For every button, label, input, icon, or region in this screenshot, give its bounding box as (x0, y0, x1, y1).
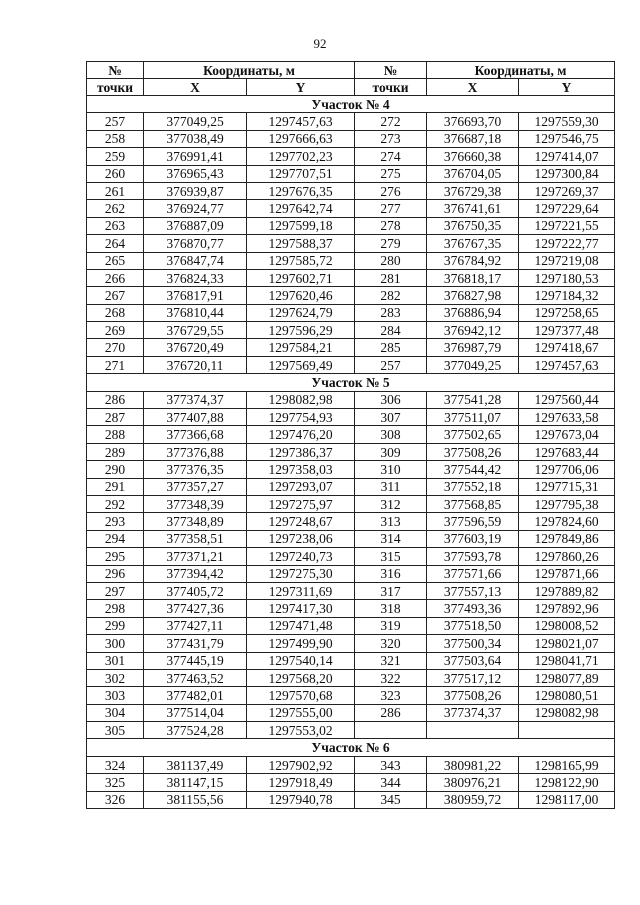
y-coordinate-cell: 1297585,72 (247, 252, 355, 269)
x-coordinate-cell: 377049,25 (427, 356, 519, 373)
point-number-cell: 299 (87, 617, 144, 634)
point-number-cell: 257 (355, 356, 427, 373)
point-number-cell: 318 (355, 600, 427, 617)
point-number-cell: 309 (355, 443, 427, 460)
table-row (87, 669, 615, 686)
x-coordinate-cell: 376965,43 (144, 165, 247, 182)
y-coordinate-cell: 1297546,75 (519, 130, 615, 147)
y-coordinate-cell: 1297824,60 (519, 513, 615, 530)
table-row (87, 443, 615, 460)
x-coordinate-cell: 376942,12 (427, 322, 519, 339)
coordinates-header: Координаты, м (144, 62, 355, 79)
y-coordinate-cell: 1297358,03 (247, 461, 355, 478)
x-coordinate-cell: 381147,15 (144, 774, 247, 791)
x-coordinate-cell: 376924,77 (144, 200, 247, 217)
x-coordinate-cell: 377603,19 (427, 530, 519, 547)
point-number-cell: 308 (355, 426, 427, 443)
y-coordinate-cell: 1298117,00 (519, 791, 615, 808)
table-row (87, 548, 615, 565)
table-row (87, 722, 615, 739)
point-number-cell: 283 (355, 304, 427, 321)
point-number-cell: 285 (355, 339, 427, 356)
y-coordinate-cell: 1298021,07 (519, 635, 615, 652)
point-number-cell: 280 (355, 252, 427, 269)
point-number-cell: 272 (355, 113, 427, 130)
x-coordinate-cell: 376991,41 (144, 148, 247, 165)
x-coordinate-cell: 376810,44 (144, 304, 247, 321)
point-number-cell: 297 (87, 582, 144, 599)
x-coordinate-cell: 380981,22 (427, 756, 519, 773)
y-coordinate-cell: 1298082,98 (247, 391, 355, 408)
y-coordinate-cell: 1297275,97 (247, 495, 355, 512)
y-coordinate-cell: 1297706,06 (519, 461, 615, 478)
point-number-cell: 287 (87, 409, 144, 426)
table-row (87, 182, 615, 199)
point-number-cell: 294 (87, 530, 144, 547)
y-coordinate-cell: 1297184,32 (519, 287, 615, 304)
x-coordinate-cell: 377463,52 (144, 669, 247, 686)
y-coordinate-cell: 1297871,66 (519, 565, 615, 582)
point-number-cell: 321 (355, 652, 427, 669)
point-number-cell: 315 (355, 548, 427, 565)
y-coordinate-cell: 1297624,79 (247, 304, 355, 321)
y-coordinate-cell: 1297849,86 (519, 530, 615, 547)
point-number-cell: 301 (87, 652, 144, 669)
point-number-cell: 267 (87, 287, 144, 304)
table-row (87, 530, 615, 547)
y-coordinate-cell: 1297666,63 (247, 130, 355, 147)
y-coordinate-cell: 1297418,67 (519, 339, 615, 356)
y-coordinate-cell: 1297860,26 (519, 548, 615, 565)
table-row (87, 461, 615, 478)
point-number-header: № (87, 62, 144, 79)
x-coordinate-cell: 376939,87 (144, 182, 247, 199)
point-number-cell: 276 (355, 182, 427, 199)
y-coordinate-cell: 1297892,96 (519, 600, 615, 617)
y-coordinate-cell: 1297476,20 (247, 426, 355, 443)
point-number-cell: 286 (87, 391, 144, 408)
point-number-cell: 325 (87, 774, 144, 791)
x-coordinate-cell: 377407,88 (144, 409, 247, 426)
point-number-cell: 296 (87, 565, 144, 582)
point-number-cell: 263 (87, 217, 144, 234)
y-coordinate-cell (519, 722, 615, 739)
point-number-cell: 258 (87, 130, 144, 147)
x-coordinate-cell: 377357,27 (144, 478, 247, 495)
y-coordinate-cell: 1297560,44 (519, 391, 615, 408)
point-number-cell: 269 (87, 322, 144, 339)
x-coordinate-cell: 377366,68 (144, 426, 247, 443)
x-coordinate-cell: 377503,64 (427, 652, 519, 669)
table-row (87, 235, 615, 252)
table-row (87, 287, 615, 304)
y-coordinate-cell: 1297414,07 (519, 148, 615, 165)
point-number-cell: 279 (355, 235, 427, 252)
table-row (87, 356, 615, 373)
x-coordinate-cell: 377427,11 (144, 617, 247, 634)
point-number-cell: 277 (355, 200, 427, 217)
x-coordinate-cell: 377371,21 (144, 548, 247, 565)
page-number: 92 (313, 36, 327, 51)
y-coordinate-cell: 1297311,69 (247, 582, 355, 599)
table-row (87, 652, 615, 669)
x-coordinate-cell: 376847,74 (144, 252, 247, 269)
y-coordinate-cell: 1297902,92 (247, 756, 355, 773)
y-coordinate-cell: 1297222,77 (519, 235, 615, 252)
y-coordinate-cell: 1297386,37 (247, 443, 355, 460)
table-row (87, 391, 615, 408)
y-coordinate-cell: 1297602,71 (247, 269, 355, 286)
y-coordinate-cell: 1297555,00 (247, 704, 355, 721)
y-coordinate-cell: 1298041,71 (519, 652, 615, 669)
table-row (87, 322, 615, 339)
point-number-cell: 345 (355, 791, 427, 808)
y-coordinate-cell: 1298122,90 (519, 774, 615, 791)
x-coordinate-cell: 376887,09 (144, 217, 247, 234)
x-coordinate-cell: 377493,36 (427, 600, 519, 617)
x-coordinate-cell: 376827,98 (427, 287, 519, 304)
point-number-cell: 324 (87, 756, 144, 773)
point-number-cell: 314 (355, 530, 427, 547)
x-coordinate-cell: 377038,49 (144, 130, 247, 147)
point-number-cell: 298 (87, 600, 144, 617)
y-header: Y (247, 79, 355, 96)
table-body (87, 96, 615, 809)
x-coordinate-cell: 377445,19 (144, 652, 247, 669)
table-row (87, 774, 615, 791)
table-row (87, 791, 615, 808)
x-coordinate-cell: 377541,28 (427, 391, 519, 408)
x-coordinate-cell: 377508,26 (427, 687, 519, 704)
point-number-cell: 260 (87, 165, 144, 182)
table-row (87, 478, 615, 495)
point-number-cell: 295 (87, 548, 144, 565)
y-coordinate-cell: 1297642,74 (247, 200, 355, 217)
x-coordinate-cell: 377524,28 (144, 722, 247, 739)
x-coordinate-cell: 376818,17 (427, 269, 519, 286)
point-number-cell: 307 (355, 409, 427, 426)
y-coordinate-cell: 1297569,49 (247, 356, 355, 373)
y-header: Y (519, 79, 615, 96)
x-coordinate-cell: 377394,42 (144, 565, 247, 582)
point-number-cell: 306 (355, 391, 427, 408)
x-coordinate-cell: 377571,66 (427, 565, 519, 582)
point-number-cell: 343 (355, 756, 427, 773)
table-row (87, 165, 615, 182)
point-number-cell: 275 (355, 165, 427, 182)
y-coordinate-cell: 1297540,14 (247, 652, 355, 669)
x-coordinate-cell: 377431,79 (144, 635, 247, 652)
x-coordinate-cell: 377482,01 (144, 687, 247, 704)
table-row (87, 217, 615, 234)
point-number-cell: 292 (87, 495, 144, 512)
y-coordinate-cell: 1297221,55 (519, 217, 615, 234)
table-row (87, 600, 615, 617)
x-coordinate-cell: 377348,39 (144, 495, 247, 512)
table-row (87, 704, 615, 721)
x-coordinate-cell: 377518,50 (427, 617, 519, 634)
y-coordinate-cell: 1297676,35 (247, 182, 355, 199)
point-number-cell: 266 (87, 269, 144, 286)
point-number-header-sub: точки (87, 79, 144, 96)
y-coordinate-cell: 1297588,37 (247, 235, 355, 252)
x-coordinate-cell: 380976,21 (427, 774, 519, 791)
table-row (87, 269, 615, 286)
x-coordinate-cell: 377376,88 (144, 443, 247, 460)
x-coordinate-cell: 376741,61 (427, 200, 519, 217)
y-coordinate-cell: 1297457,63 (247, 113, 355, 130)
point-number-cell: 304 (87, 704, 144, 721)
section-title: Участок № 6 (87, 739, 615, 756)
x-coordinate-cell: 377427,36 (144, 600, 247, 617)
y-coordinate-cell: 1297570,68 (247, 687, 355, 704)
point-number-cell: 262 (87, 200, 144, 217)
point-number-cell: 311 (355, 478, 427, 495)
point-number-header-sub: точки (355, 79, 427, 96)
x-coordinate-cell: 377552,18 (427, 478, 519, 495)
x-coordinate-cell: 376824,33 (144, 269, 247, 286)
x-coordinate-cell: 377374,37 (427, 704, 519, 721)
x-coordinate-cell: 376886,94 (427, 304, 519, 321)
x-coordinate-cell: 377544,42 (427, 461, 519, 478)
point-number-cell: 302 (87, 669, 144, 686)
y-coordinate-cell: 1297377,48 (519, 322, 615, 339)
point-number-cell: 326 (87, 791, 144, 808)
x-coordinate-cell: 376729,55 (144, 322, 247, 339)
y-coordinate-cell: 1297568,20 (247, 669, 355, 686)
y-coordinate-cell: 1297633,58 (519, 409, 615, 426)
x-coordinate-cell: 376729,38 (427, 182, 519, 199)
x-coordinate-cell: 376817,91 (144, 287, 247, 304)
point-number-cell: 323 (355, 687, 427, 704)
y-coordinate-cell: 1297258,65 (519, 304, 615, 321)
point-number-cell: 270 (87, 339, 144, 356)
point-number-cell: 288 (87, 426, 144, 443)
x-coordinate-cell: 377514,04 (144, 704, 247, 721)
x-coordinate-cell: 377374,37 (144, 391, 247, 408)
section-header-row (87, 374, 615, 391)
y-coordinate-cell: 1297499,90 (247, 635, 355, 652)
y-coordinate-cell: 1297795,38 (519, 495, 615, 512)
point-number-cell: 291 (87, 478, 144, 495)
point-number-cell: 320 (355, 635, 427, 652)
table-row (87, 113, 615, 130)
table-row (87, 304, 615, 321)
point-number-cell: 319 (355, 617, 427, 634)
x-coordinate-cell: 377593,78 (427, 548, 519, 565)
point-number-cell: 312 (355, 495, 427, 512)
table-row (87, 635, 615, 652)
point-number-cell: 274 (355, 148, 427, 165)
x-coordinate-cell: 376693,70 (427, 113, 519, 130)
x-header: X (427, 79, 519, 96)
table-header (87, 62, 615, 96)
table-row (87, 148, 615, 165)
x-coordinate-cell: 376870,77 (144, 235, 247, 252)
coordinates-header: Координаты, м (427, 62, 615, 79)
point-number-cell: 293 (87, 513, 144, 530)
y-coordinate-cell: 1297707,51 (247, 165, 355, 182)
x-coordinate-cell: 377517,12 (427, 669, 519, 686)
point-number-cell: 300 (87, 635, 144, 652)
point-number-cell: 257 (87, 113, 144, 130)
y-coordinate-cell: 1297300,84 (519, 165, 615, 182)
x-coordinate-cell: 377376,35 (144, 461, 247, 478)
table-row (87, 495, 615, 512)
x-coordinate-cell: 376750,35 (427, 217, 519, 234)
x-coordinate-cell: 376784,92 (427, 252, 519, 269)
x-coordinate-cell: 377511,07 (427, 409, 519, 426)
x-coordinate-cell: 377508,26 (427, 443, 519, 460)
table-row (87, 513, 615, 530)
table-row (87, 130, 615, 147)
x-header: X (144, 79, 247, 96)
x-coordinate-cell: 376987,79 (427, 339, 519, 356)
y-coordinate-cell: 1297471,48 (247, 617, 355, 634)
y-coordinate-cell: 1297715,31 (519, 478, 615, 495)
section-title: Участок № 4 (87, 96, 615, 113)
y-coordinate-cell: 1297620,46 (247, 287, 355, 304)
table-row (87, 756, 615, 773)
x-coordinate-cell: 376720,11 (144, 356, 247, 373)
y-coordinate-cell: 1298080,51 (519, 687, 615, 704)
y-coordinate-cell: 1297584,21 (247, 339, 355, 356)
point-number-cell: 303 (87, 687, 144, 704)
x-coordinate-cell: 376687,18 (427, 130, 519, 147)
x-coordinate-cell: 376767,35 (427, 235, 519, 252)
point-number-cell: 316 (355, 565, 427, 582)
x-coordinate-cell: 377596,59 (427, 513, 519, 530)
point-number-cell: 273 (355, 130, 427, 147)
point-number-cell: 264 (87, 235, 144, 252)
section-header-row (87, 739, 615, 756)
point-number-cell: 344 (355, 774, 427, 791)
x-coordinate-cell: 381137,49 (144, 756, 247, 773)
coordinates-table (86, 61, 615, 809)
point-number-cell: 268 (87, 304, 144, 321)
table-row (87, 252, 615, 269)
y-coordinate-cell: 1298008,52 (519, 617, 615, 634)
x-coordinate-cell: 380959,72 (427, 791, 519, 808)
y-coordinate-cell: 1298082,98 (519, 704, 615, 721)
point-number-cell: 317 (355, 582, 427, 599)
y-coordinate-cell: 1297673,04 (519, 426, 615, 443)
y-coordinate-cell: 1298165,99 (519, 756, 615, 773)
x-coordinate-cell: 377405,72 (144, 582, 247, 599)
point-number-cell: 310 (355, 461, 427, 478)
x-coordinate-cell: 377557,13 (427, 582, 519, 599)
point-number-cell: 313 (355, 513, 427, 530)
y-coordinate-cell: 1297417,30 (247, 600, 355, 617)
y-coordinate-cell: 1297293,07 (247, 478, 355, 495)
point-number-cell: 289 (87, 443, 144, 460)
y-coordinate-cell: 1297599,18 (247, 217, 355, 234)
y-coordinate-cell: 1297219,08 (519, 252, 615, 269)
y-coordinate-cell: 1298077,89 (519, 669, 615, 686)
point-number-cell: 282 (355, 287, 427, 304)
y-coordinate-cell: 1297240,73 (247, 548, 355, 565)
y-coordinate-cell: 1297553,02 (247, 722, 355, 739)
y-coordinate-cell: 1297248,67 (247, 513, 355, 530)
point-number-header: № (355, 62, 427, 79)
x-coordinate-cell: 377358,51 (144, 530, 247, 547)
point-number-cell: 271 (87, 356, 144, 373)
point-number-cell (355, 722, 427, 739)
table-row (87, 339, 615, 356)
section-header-row (87, 96, 615, 113)
table-row (87, 200, 615, 217)
point-number-cell: 281 (355, 269, 427, 286)
point-number-cell: 265 (87, 252, 144, 269)
y-coordinate-cell: 1297940,78 (247, 791, 355, 808)
point-number-cell: 305 (87, 722, 144, 739)
y-coordinate-cell: 1297889,82 (519, 582, 615, 599)
table-row (87, 426, 615, 443)
table-row (87, 582, 615, 599)
y-coordinate-cell: 1297559,30 (519, 113, 615, 130)
y-coordinate-cell: 1297457,63 (519, 356, 615, 373)
point-number-cell: 278 (355, 217, 427, 234)
table-row (87, 565, 615, 582)
table-row (87, 687, 615, 704)
point-number-cell: 284 (355, 322, 427, 339)
y-coordinate-cell: 1297229,64 (519, 200, 615, 217)
y-coordinate-cell: 1297754,93 (247, 409, 355, 426)
section-title: Участок № 5 (87, 374, 615, 391)
x-coordinate-cell: 377049,25 (144, 113, 247, 130)
x-coordinate-cell: 377568,85 (427, 495, 519, 512)
table-row (87, 617, 615, 634)
point-number-cell: 286 (355, 704, 427, 721)
y-coordinate-cell: 1297180,53 (519, 269, 615, 286)
y-coordinate-cell: 1297269,37 (519, 182, 615, 199)
point-number-cell: 322 (355, 669, 427, 686)
y-coordinate-cell: 1297238,06 (247, 530, 355, 547)
y-coordinate-cell: 1297596,29 (247, 322, 355, 339)
point-number-cell: 261 (87, 182, 144, 199)
y-coordinate-cell: 1297702,23 (247, 148, 355, 165)
x-coordinate-cell: 381155,56 (144, 791, 247, 808)
y-coordinate-cell: 1297683,44 (519, 443, 615, 460)
point-number-cell: 290 (87, 461, 144, 478)
x-coordinate-cell: 376660,38 (427, 148, 519, 165)
x-coordinate-cell (427, 722, 519, 739)
table-row (87, 409, 615, 426)
x-coordinate-cell: 376704,05 (427, 165, 519, 182)
x-coordinate-cell: 377348,89 (144, 513, 247, 530)
x-coordinate-cell: 377500,34 (427, 635, 519, 652)
y-coordinate-cell: 1297275,30 (247, 565, 355, 582)
x-coordinate-cell: 377502,65 (427, 426, 519, 443)
point-number-cell: 259 (87, 148, 144, 165)
y-coordinate-cell: 1297918,49 (247, 774, 355, 791)
x-coordinate-cell: 376720,49 (144, 339, 247, 356)
